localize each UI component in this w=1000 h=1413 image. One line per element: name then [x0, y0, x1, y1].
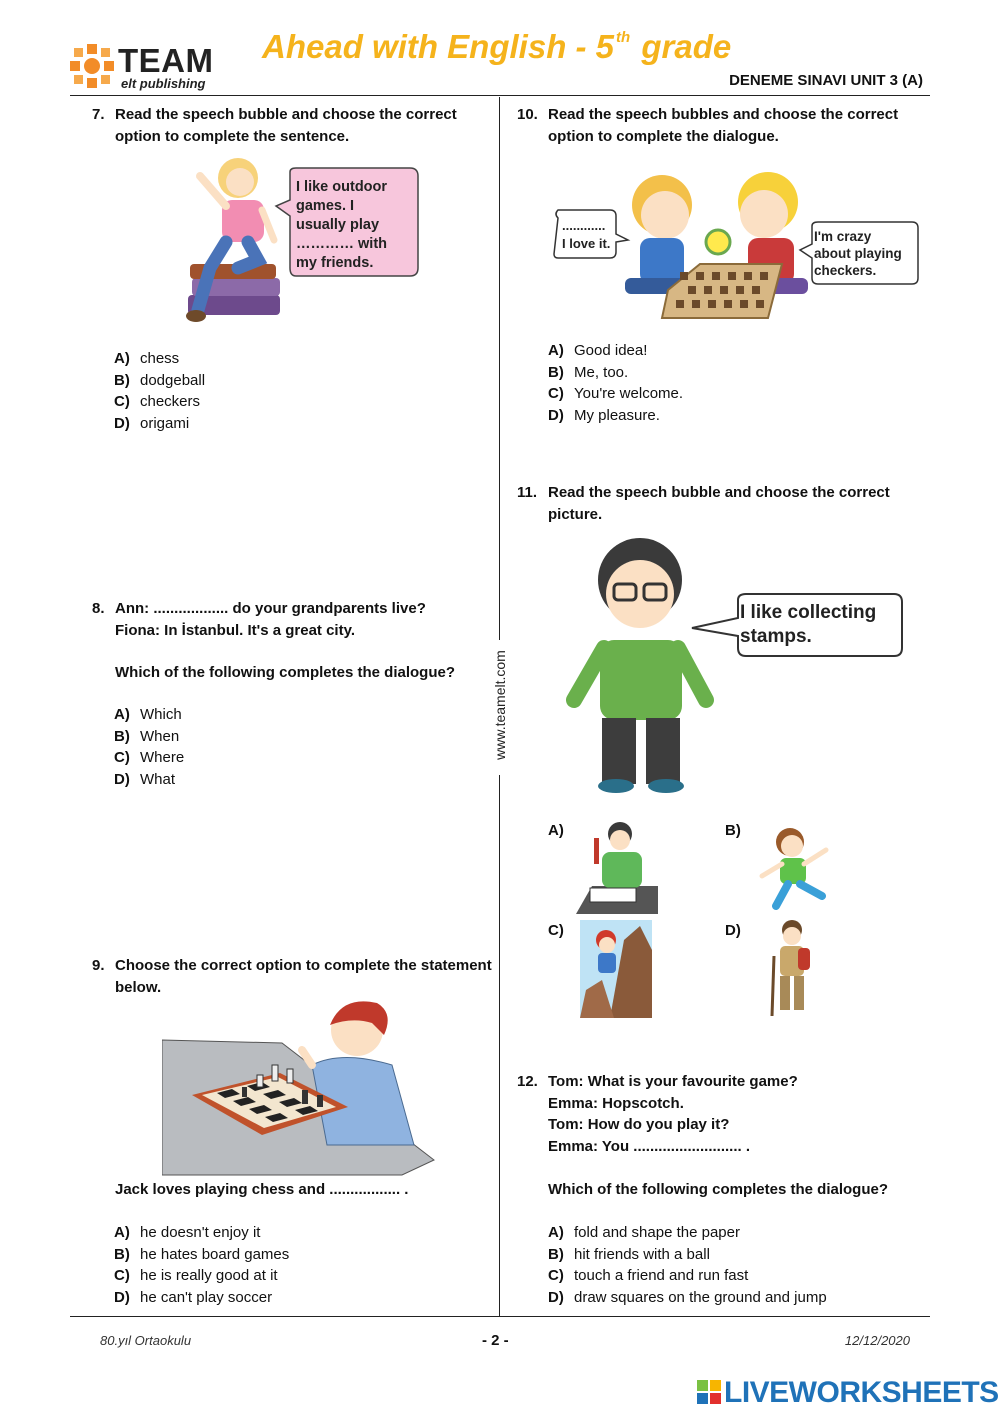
team-logo-icon: [70, 44, 114, 88]
bubble-line: checkers.: [814, 263, 877, 278]
question-number: 9.: [92, 957, 105, 974]
options-q7: [114, 348, 205, 434]
option-b[interactable]: B) hit friends with a ball: [548, 1245, 710, 1263]
question-text: Read the speech bubble and choose the correct picture.: [548, 484, 890, 523]
dialogue-line: Emma: You .......................... .: [548, 1137, 750, 1155]
bubble-line: stamps.: [740, 626, 812, 647]
option-b-running-boy-image[interactable]: [748, 820, 843, 915]
option-c[interactable]: C) he is really good at it: [114, 1267, 278, 1284]
question-8: [92, 598, 492, 641]
bubble-line: ………… with: [296, 236, 388, 252]
column-divider: [499, 775, 500, 1316]
option-c[interactable]: C) touch a friend and run fast: [548, 1267, 749, 1284]
girl-speech-bubble-image: [178, 150, 428, 330]
kids-checkers-image: [550, 160, 925, 325]
question-number: 10.: [517, 106, 538, 123]
bubble-line: games. I: [296, 198, 355, 214]
boy-speech-bubble-image: [560, 528, 905, 798]
question-12: [517, 1071, 917, 1157]
options-q9: [114, 1222, 289, 1308]
bubble-line: about playing: [814, 246, 902, 261]
option-d-hiker-image[interactable]: [766, 916, 818, 1020]
options-q12: [548, 1222, 827, 1308]
dialogue-line: Ann: .................. do your grandparents live?: [115, 600, 426, 617]
bubble-line: I love it.: [562, 236, 611, 251]
option-a[interactable]: A) Which: [114, 706, 182, 723]
picture-label-c: C): [548, 922, 564, 939]
option-a[interactable]: A) Good idea!: [548, 342, 648, 359]
question-number: 8.: [92, 600, 105, 617]
option-d[interactable]: D) origami: [114, 414, 190, 432]
question-number: 11.: [517, 484, 538, 501]
chess-player-image: [162, 995, 437, 1180]
page-number: - 2 -: [482, 1332, 509, 1349]
bubble-line: I like outdoor: [296, 179, 388, 195]
bubble-line: ............: [562, 218, 606, 233]
option-b[interactable]: B) Me, too.: [548, 363, 629, 381]
option-c[interactable]: C) checkers: [114, 393, 201, 410]
question-text: Read the speech bubbles and choose the correct option to complete the dialogue.: [548, 106, 899, 145]
option-a[interactable]: A) he doesn't enjoy it: [114, 1224, 261, 1241]
option-d[interactable]: D) What: [114, 770, 176, 788]
picture-label-b: B): [725, 822, 741, 839]
question-text: Read the speech bubble and choose the correct option to complete the sentence.: [115, 106, 457, 145]
option-b[interactable]: B) dodgeball: [114, 371, 206, 389]
question-7: [92, 104, 492, 147]
question-number: 12.: [517, 1073, 538, 1090]
footer-divider: [70, 1316, 930, 1317]
exam-date: 12/12/2020: [844, 1333, 910, 1348]
dialogue-line: Emma: Hopscotch.: [548, 1094, 684, 1112]
liveworksheets-logo-icon: [697, 1380, 721, 1404]
side-url: www.teamelt.com: [492, 650, 508, 760]
question-10: [517, 104, 917, 147]
option-c[interactable]: C) You're welcome.: [548, 385, 684, 402]
bubble-line: my friends.: [296, 255, 374, 271]
option-d[interactable]: D) draw squares on the ground and jump: [548, 1288, 827, 1306]
option-b[interactable]: B) he hates board games: [114, 1245, 290, 1263]
page-title: Ahead with English - 5 $^{th}$ grade: [262, 28, 732, 65]
option-c[interactable]: C) Where: [114, 749, 185, 766]
dialogue-line: Tom: How do you play it?: [548, 1116, 730, 1133]
option-c-rock-climbing-image[interactable]: [580, 920, 652, 1018]
exam-code: DENEME SINAVI UNIT 3 (A): [729, 72, 923, 89]
option-a-stamp-collector-image[interactable]: [574, 818, 662, 918]
question-prompt: Which of the following completes the dialogue?: [548, 1181, 888, 1198]
bubble-line: usually play: [296, 217, 380, 233]
options-q8: [114, 704, 184, 790]
option-b[interactable]: B) When: [114, 727, 180, 745]
logo-text: TEAM: [118, 42, 214, 79]
column-divider: [499, 97, 500, 640]
question-number: 7.: [92, 106, 105, 123]
dialogue-line: Tom: What is your favourite game?: [548, 1073, 798, 1090]
header-divider: [70, 95, 930, 96]
picture-label-a: A): [548, 822, 564, 839]
statement-text: Jack loves playing chess and ................. .: [115, 1181, 409, 1198]
picture-label-d: D): [725, 922, 741, 939]
options-q10: [548, 340, 683, 426]
question-9: [92, 955, 492, 998]
question-prompt: Which of the following completes the dialogue?: [115, 664, 455, 681]
bubble-line: I like collecting: [740, 602, 877, 623]
liveworksheets-brand[interactable]: LIVEWORKSHEETS: [724, 1376, 999, 1409]
option-a[interactable]: A) fold and shape the paper: [548, 1224, 740, 1241]
option-d[interactable]: D) he can't play soccer: [114, 1288, 273, 1306]
option-d[interactable]: D) My pleasure.: [548, 406, 660, 424]
question-text: Choose the correct option to complete the statement below.: [115, 957, 492, 996]
option-a[interactable]: A) chess: [114, 350, 180, 367]
school-name: 80.yıl Ortaokulu: [100, 1333, 192, 1348]
logo-subtitle: elt publishing: [121, 76, 206, 91]
bubble-line: I'm crazy: [814, 229, 872, 244]
dialogue-line: Fiona: In İstanbul. It's a great city.: [115, 621, 355, 639]
question-11: [517, 482, 917, 525]
